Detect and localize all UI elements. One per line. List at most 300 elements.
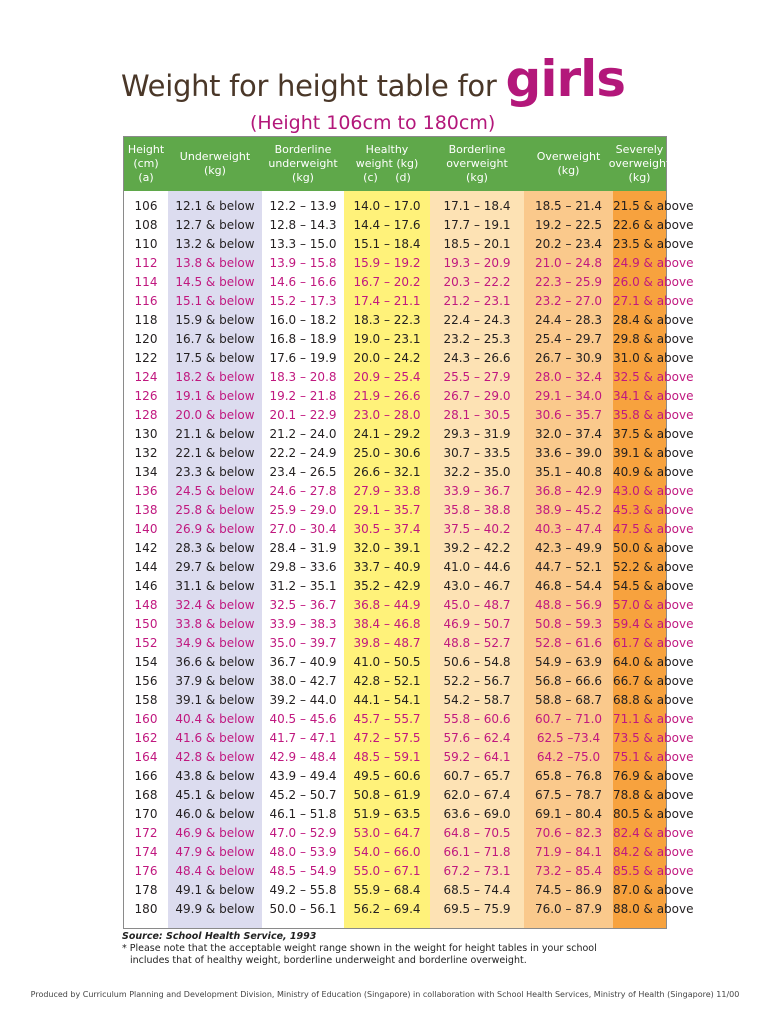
weight-range-cell: 31.0 & above <box>613 351 694 365</box>
weight-range-cell: 45.3 & above <box>613 503 694 517</box>
weight-range-cell: 23.2 – 27.0 <box>534 294 603 308</box>
weight-range-cell: 36.7 – 40.9 <box>269 655 337 669</box>
table-row <box>124 235 694 254</box>
height-cell: 180 <box>134 902 158 916</box>
weight-range-cell: 27.9 – 33.8 <box>353 484 421 498</box>
weight-range-cell: 37.9 & below <box>175 674 255 688</box>
weight-range-cell: 33.9 – 36.7 <box>443 484 511 498</box>
weight-range-cell: 15.9 – 19.2 <box>353 256 421 270</box>
weight-range-cell: 68.8 & above <box>613 693 694 707</box>
weight-range-cell: 63.6 – 69.0 <box>443 807 511 821</box>
weight-range-cell: 13.8 & below <box>175 256 255 270</box>
weight-range-cell: 57.6 – 62.4 <box>443 731 511 745</box>
height-cell: 158 <box>134 693 158 707</box>
weight-range-cell: 47.2 – 57.5 <box>353 731 421 745</box>
weight-range-cell: 68.5 – 74.4 <box>443 883 511 897</box>
weight-range-cell: 43.0 & above <box>613 484 694 498</box>
header-line: Borderline <box>448 143 506 156</box>
weight-range-cell: 20.3 – 22.2 <box>443 275 511 289</box>
table-row <box>124 463 694 482</box>
weight-range-cell: 48.5 – 54.9 <box>269 864 337 878</box>
weight-range-cell: 46.8 – 54.4 <box>534 579 603 593</box>
weight-range-cell: 29.3 – 31.9 <box>443 427 511 441</box>
weight-range-cell: 85.5 & above <box>613 864 694 878</box>
weight-range-cell: 47.0 – 52.9 <box>269 826 337 840</box>
weight-range-cell: 43.0 – 46.7 <box>443 579 511 593</box>
weight-range-cell: 49.1 & below <box>175 883 255 897</box>
table-row <box>124 653 694 672</box>
weight-range-cell: 30.6 – 35.7 <box>534 408 603 422</box>
weight-range-cell: 47.5 & above <box>613 522 694 536</box>
weight-range-cell: 26.7 – 29.0 <box>443 389 511 403</box>
height-cell: 118 <box>134 313 158 327</box>
height-cell: 126 <box>134 389 158 403</box>
height-cell: 162 <box>134 731 158 745</box>
weight-range-cell: 44.1 – 54.1 <box>353 693 421 707</box>
weight-range-cell: 13.2 & below <box>175 237 255 251</box>
weight-range-cell: 25.8 & below <box>175 503 255 517</box>
weight-range-cell: 19.1 & below <box>175 389 255 403</box>
weight-range-cell: 52.2 & above <box>613 560 694 574</box>
weight-range-cell: 42.8 & below <box>175 750 255 764</box>
weight-range-cell: 20.0 – 24.2 <box>353 351 421 365</box>
table-row <box>124 444 694 463</box>
weight-range-cell: 38.9 – 45.2 <box>534 503 603 517</box>
weight-range-cell: 41.0 – 44.6 <box>443 560 511 574</box>
weight-range-cell: 35.0 – 39.7 <box>269 636 337 650</box>
weight-range-cell: 17.6 – 19.9 <box>269 351 337 365</box>
weight-range-cell: 64.2 –75.0 <box>536 750 601 764</box>
height-cell: 160 <box>134 712 158 726</box>
weight-range-cell: 19.0 – 23.1 <box>353 332 421 346</box>
height-cell: 108 <box>134 218 158 232</box>
height-cell: 120 <box>134 332 158 346</box>
weight-range-cell: 34.9 & below <box>175 636 255 650</box>
weight-range-cell: 32.0 – 39.1 <box>353 541 421 555</box>
weight-range-cell: 37.5 & above <box>613 427 694 441</box>
weight-range-cell: 21.2 – 23.1 <box>443 294 511 308</box>
weight-range-cell: 15.1 – 18.4 <box>353 237 421 251</box>
weight-range-cell: 76.0 – 87.9 <box>534 902 603 916</box>
weight-range-cell: 42.3 – 49.9 <box>534 541 603 555</box>
weight-range-cell: 19.2 – 21.8 <box>269 389 337 403</box>
weight-range-cell: 78.8 & above <box>613 788 694 802</box>
footnote-line-2: includes that of healthy weight, borderline underweight and borderline overweight. <box>130 955 527 966</box>
weight-range-cell: 50.8 – 59.3 <box>534 617 603 631</box>
weight-range-cell: 52.2 – 56.7 <box>443 674 511 688</box>
weight-range-cell: 27.1 & above <box>613 294 694 308</box>
weight-range-cell: 45.2 – 50.7 <box>269 788 337 802</box>
weight-range-cell: 50.0 & above <box>613 541 694 555</box>
weight-range-cell: 35.1 – 40.8 <box>534 465 603 479</box>
weight-range-cell: 16.7 & below <box>175 332 255 346</box>
weight-range-cell: 53.0 – 64.7 <box>353 826 421 840</box>
weight-range-cell: 20.0 & below <box>175 408 255 422</box>
weight-range-cell: 23.5 & above <box>613 237 694 251</box>
header-line: (kg) <box>466 171 488 184</box>
weight-range-cell: 36.8 – 42.9 <box>534 484 603 498</box>
height-cell: 152 <box>134 636 158 650</box>
height-cell: 172 <box>134 826 158 840</box>
weight-range-cell: 12.1 & below <box>175 199 255 213</box>
height-cell: 110 <box>134 237 158 251</box>
weight-range-cell: 41.6 & below <box>175 731 255 745</box>
weight-range-cell: 42.8 – 52.1 <box>353 674 421 688</box>
weight-range-cell: 87.0 & above <box>613 883 694 897</box>
table-row <box>124 216 694 235</box>
weight-range-cell: 29.7 & below <box>175 560 255 574</box>
weight-range-cell: 23.4 – 26.5 <box>269 465 337 479</box>
weight-range-cell: 15.1 & below <box>175 294 255 308</box>
weight-range-cell: 23.0 – 28.0 <box>353 408 421 422</box>
weight-range-cell: 22.2 – 24.9 <box>269 446 337 460</box>
weight-range-cell: 60.7 – 71.0 <box>534 712 603 726</box>
weight-range-cell: 35.2 – 42.9 <box>353 579 421 593</box>
weight-range-cell: 52.8 – 61.6 <box>534 636 603 650</box>
height-cell: 164 <box>134 750 158 764</box>
weight-range-cell: 45.1 & below <box>175 788 255 802</box>
weight-range-cell: 18.5 – 20.1 <box>443 237 511 251</box>
table-row <box>124 634 694 653</box>
height-cell: 170 <box>134 807 158 821</box>
header-borderline-underweight <box>262 137 344 191</box>
height-cell: 168 <box>134 788 158 802</box>
weight-range-cell: 35.8 – 38.8 <box>443 503 511 517</box>
table-row <box>124 843 694 862</box>
height-cell: 176 <box>134 864 158 878</box>
table-row <box>124 254 694 273</box>
weight-range-cell: 39.1 & below <box>175 693 255 707</box>
weight-range-cell: 67.5 – 78.7 <box>534 788 603 802</box>
weight-range-cell: 26.9 & below <box>175 522 255 536</box>
weight-range-cell: 75.1 & above <box>613 750 694 764</box>
weight-range-cell: 84.2 & above <box>613 845 694 859</box>
weight-range-cell: 30.7 – 33.5 <box>443 446 511 460</box>
weight-range-cell: 28.3 & below <box>175 541 255 555</box>
weight-range-cell: 13.3 – 15.0 <box>269 237 337 251</box>
weight-range-cell: 54.5 & above <box>613 579 694 593</box>
weight-range-cell: 22.6 & above <box>613 218 694 232</box>
weight-range-cell: 29.8 & above <box>613 332 694 346</box>
weight-table <box>123 136 694 929</box>
weight-range-cell: 48.0 – 53.9 <box>269 845 337 859</box>
weight-range-cell: 33.6 – 39.0 <box>534 446 603 460</box>
weight-range-cell: 32.2 – 35.0 <box>443 465 511 479</box>
weight-range-cell: 48.5 – 59.1 <box>353 750 421 764</box>
header-line: (c) (d) <box>363 171 411 184</box>
weight-range-cell: 46.1 – 51.8 <box>269 807 337 821</box>
header-line: Underweight <box>179 150 251 163</box>
header-height <box>124 137 168 191</box>
header-line: Height <box>127 143 165 156</box>
weight-range-cell: 48.8 – 56.9 <box>534 598 603 612</box>
table-row <box>124 824 694 843</box>
weight-range-cell: 56.8 – 66.6 <box>534 674 603 688</box>
table-row <box>124 900 694 919</box>
weight-range-cell: 32.0 – 37.4 <box>534 427 603 441</box>
height-cell: 144 <box>134 560 158 574</box>
header-line: (kg) <box>204 164 226 177</box>
weight-range-cell: 25.4 – 29.7 <box>534 332 603 346</box>
header-line: (cm) <box>133 157 159 170</box>
table-row <box>124 520 694 539</box>
weight-range-cell: 54.0 – 66.0 <box>353 845 421 859</box>
header-overweight <box>524 137 613 191</box>
weight-range-cell: 43.9 – 49.4 <box>269 769 337 783</box>
height-cell: 148 <box>134 598 158 612</box>
title-prefix: Weight for height table for <box>121 69 497 103</box>
header-line: Severely <box>615 143 664 156</box>
weight-range-cell: 31.1 & below <box>175 579 255 593</box>
weight-range-cell: 29.8 – 33.6 <box>269 560 337 574</box>
weight-range-cell: 73.2 – 85.4 <box>534 864 603 878</box>
weight-range-cell: 69.1 – 80.4 <box>534 807 603 821</box>
weight-range-cell: 37.5 – 40.2 <box>443 522 511 536</box>
weight-range-cell: 23.2 – 25.3 <box>443 332 511 346</box>
weight-range-cell: 21.5 & above <box>613 199 694 213</box>
weight-range-cell: 32.5 & above <box>613 370 694 384</box>
weight-range-cell: 38.4 – 46.8 <box>353 617 421 631</box>
header-line: Borderline <box>274 143 332 156</box>
weight-range-cell: 19.2 – 22.5 <box>534 218 603 232</box>
weight-range-cell: 57.0 & above <box>613 598 694 612</box>
height-cell: 140 <box>134 522 158 536</box>
weight-range-cell: 48.8 – 52.7 <box>443 636 511 650</box>
weight-range-cell: 32.4 & below <box>175 598 255 612</box>
table-row <box>124 311 694 330</box>
table-row <box>124 710 694 729</box>
header-line: overweight <box>608 157 671 170</box>
weight-range-cell: 27.0 – 30.4 <box>269 522 337 536</box>
height-cell: 166 <box>134 769 158 783</box>
weight-range-cell: 58.8 – 68.7 <box>534 693 603 707</box>
weight-range-cell: 54.9 – 63.9 <box>534 655 603 669</box>
weight-range-cell: 16.7 – 20.2 <box>353 275 421 289</box>
height-cell: 122 <box>134 351 158 365</box>
weight-range-cell: 26.0 & above <box>613 275 694 289</box>
weight-range-cell: 18.3 – 20.8 <box>269 370 337 384</box>
weight-range-cell: 80.5 & above <box>613 807 694 821</box>
weight-range-cell: 40.3 – 47.4 <box>534 522 603 536</box>
weight-range-cell: 40.4 & below <box>175 712 255 726</box>
weight-range-cell: 39.2 – 42.2 <box>443 541 511 555</box>
weight-range-cell: 38.0 – 42.7 <box>269 674 337 688</box>
table-row <box>124 197 694 216</box>
weight-range-cell: 29.1 – 35.7 <box>353 503 421 517</box>
weight-range-cell: 62.0 – 67.4 <box>443 788 511 802</box>
weight-range-cell: 60.7 – 65.7 <box>443 769 511 783</box>
weight-range-cell: 34.1 & above <box>613 389 694 403</box>
weight-range-cell: 43.8 & below <box>175 769 255 783</box>
table-row <box>124 596 694 615</box>
table-row <box>124 406 694 425</box>
weight-range-cell: 36.8 – 44.9 <box>353 598 421 612</box>
weight-range-cell: 15.2 – 17.3 <box>269 294 337 308</box>
weight-range-cell: 54.2 – 58.7 <box>443 693 511 707</box>
height-cell: 132 <box>134 446 158 460</box>
weight-range-cell: 55.9 – 68.4 <box>353 883 421 897</box>
table-row <box>124 425 694 444</box>
weight-range-cell: 33.8 & below <box>175 617 255 631</box>
header-line: (kg) <box>292 171 314 184</box>
table-row <box>124 539 694 558</box>
height-cell: 130 <box>134 427 158 441</box>
weight-range-cell: 22.3 – 25.9 <box>534 275 603 289</box>
header-severely-overweight <box>608 137 671 191</box>
header-line: (a) <box>138 171 154 184</box>
weight-range-cell: 49.5 – 60.6 <box>353 769 421 783</box>
height-cell: 150 <box>134 617 158 631</box>
weight-range-cell: 16.0 – 18.2 <box>269 313 337 327</box>
weight-range-cell: 76.9 & above <box>613 769 694 783</box>
weight-range-cell: 17.4 – 21.1 <box>353 294 421 308</box>
weight-range-cell: 12.2 – 13.9 <box>269 199 337 213</box>
weight-range-cell: 39.1 & above <box>613 446 694 460</box>
weight-range-cell: 40.5 – 45.6 <box>269 712 337 726</box>
weight-range-cell: 70.6 – 82.3 <box>534 826 603 840</box>
height-cell: 174 <box>134 845 158 859</box>
weight-range-cell: 35.8 & above <box>613 408 694 422</box>
weight-range-cell: 25.5 – 27.9 <box>443 370 511 384</box>
weight-range-cell: 67.2 – 73.1 <box>443 864 511 878</box>
weight-range-cell: 20.2 – 23.4 <box>534 237 603 251</box>
weight-range-cell: 40.9 & above <box>613 465 694 479</box>
weight-range-cell: 36.6 & below <box>175 655 255 669</box>
weight-range-cell: 73.5 & above <box>613 731 694 745</box>
table-row <box>124 672 694 691</box>
table-row <box>124 729 694 748</box>
table-row <box>124 748 694 767</box>
height-cell: 116 <box>134 294 158 308</box>
height-cell: 146 <box>134 579 158 593</box>
weight-range-cell: 50.8 – 61.9 <box>353 788 421 802</box>
weight-range-cell: 39.2 – 44.0 <box>269 693 337 707</box>
header-line: Healthy <box>365 143 409 156</box>
weight-range-cell: 29.1 – 34.0 <box>534 389 603 403</box>
weight-range-cell: 51.9 – 63.5 <box>353 807 421 821</box>
weight-range-cell: 47.9 & below <box>175 845 255 859</box>
height-cell: 142 <box>134 541 158 555</box>
footnote <box>122 943 622 967</box>
weight-range-cell: 16.8 – 18.9 <box>269 332 337 346</box>
weight-range-cell: 62.5 –73.4 <box>536 731 601 745</box>
height-cell: 156 <box>134 674 158 688</box>
height-cell: 124 <box>134 370 158 384</box>
weight-range-cell: 24.6 – 27.8 <box>269 484 337 498</box>
weight-range-cell: 50.0 – 56.1 <box>269 902 337 916</box>
weight-range-cell: 14.6 – 16.6 <box>269 275 337 289</box>
header-line: underweight <box>268 157 338 170</box>
table-row <box>124 292 694 311</box>
height-cell: 154 <box>134 655 158 669</box>
weight-range-cell: 14.4 – 17.6 <box>353 218 421 232</box>
weight-range-cell: 21.2 – 24.0 <box>269 427 337 441</box>
table-row <box>124 786 694 805</box>
weight-range-cell: 21.0 – 24.8 <box>534 256 603 270</box>
weight-range-cell: 28.1 – 30.5 <box>443 408 511 422</box>
weight-range-cell: 13.9 – 15.8 <box>269 256 337 270</box>
table-row <box>124 368 694 387</box>
weight-range-cell: 18.3 – 22.3 <box>353 313 421 327</box>
subtitle: (Height 106cm to 180cm) <box>250 112 496 134</box>
page-title <box>121 50 625 108</box>
weight-range-cell: 15.9 & below <box>175 313 255 327</box>
weight-range-cell: 32.5 – 36.7 <box>269 598 337 612</box>
weight-range-cell: 88.0 & above <box>613 902 694 916</box>
weight-range-cell: 21.1 & below <box>175 427 255 441</box>
table-row <box>124 881 694 900</box>
weight-range-cell: 39.8 – 48.7 <box>353 636 421 650</box>
weight-range-cell: 55.0 – 67.1 <box>353 864 421 878</box>
page-footer: Produced by Curriculum Planning and Development Division, Ministry of Education (Singapore) in collaboration with School Health Services, Ministry of Health (Singapore) 11/00 <box>30 990 740 999</box>
table-row <box>124 330 694 349</box>
weight-range-cell: 14.0 – 17.0 <box>353 199 421 213</box>
weight-range-cell: 71.1 & above <box>613 712 694 726</box>
weight-range-cell: 41.0 – 50.5 <box>353 655 421 669</box>
header-line: (kg) <box>557 164 580 177</box>
table-row <box>124 273 694 292</box>
weight-range-cell: 12.7 & below <box>175 218 255 232</box>
weight-range-cell: 45.0 – 48.7 <box>443 598 511 612</box>
weight-range-cell: 23.3 & below <box>175 465 255 479</box>
header-line: Overweight <box>536 150 601 163</box>
weight-range-cell: 46.9 & below <box>175 826 255 840</box>
weight-range-cell: 59.2 – 64.1 <box>443 750 511 764</box>
weight-range-cell: 46.0 & below <box>175 807 255 821</box>
table-row <box>124 501 694 520</box>
weight-range-cell: 45.7 – 55.7 <box>353 712 421 726</box>
weight-range-cell: 12.8 – 14.3 <box>269 218 337 232</box>
weight-range-cell: 24.3 – 26.6 <box>443 351 511 365</box>
weight-range-cell: 24.9 & above <box>613 256 694 270</box>
height-cell: 134 <box>134 465 158 479</box>
table-header <box>124 137 671 191</box>
header-underweight <box>168 137 262 191</box>
weight-range-cell: 30.5 – 37.4 <box>353 522 421 536</box>
weight-range-cell: 26.6 – 32.1 <box>353 465 421 479</box>
weight-range-cell: 14.5 & below <box>175 275 255 289</box>
weight-range-cell: 17.1 – 18.4 <box>443 199 511 213</box>
weight-range-cell: 64.8 – 70.5 <box>443 826 511 840</box>
weight-range-cell: 48.4 & below <box>175 864 255 878</box>
weight-range-cell: 74.5 – 86.9 <box>534 883 603 897</box>
source-note: Source: School Health Service, 1993 <box>122 931 317 942</box>
height-cell: 138 <box>134 503 158 517</box>
weight-range-cell: 66.7 & above <box>613 674 694 688</box>
weight-range-cell: 28.4 & above <box>613 313 694 327</box>
weight-range-cell: 61.7 & above <box>613 636 694 650</box>
weight-range-cell: 24.1 – 29.2 <box>353 427 421 441</box>
weight-range-cell: 17.5 & below <box>175 351 255 365</box>
weight-range-cell: 17.7 – 19.1 <box>443 218 511 232</box>
weight-range-cell: 71.9 – 84.1 <box>534 845 603 859</box>
table-row <box>124 691 694 710</box>
weight-range-cell: 59.4 & above <box>613 617 694 631</box>
weight-range-cell: 19.3 – 20.9 <box>443 256 511 270</box>
weight-range-cell: 20.9 – 25.4 <box>353 370 421 384</box>
weight-range-cell: 25.9 – 29.0 <box>269 503 337 517</box>
weight-range-cell: 24.4 – 28.3 <box>534 313 603 327</box>
weight-range-cell: 22.1 & below <box>175 446 255 460</box>
weight-range-cell: 49.2 – 55.8 <box>269 883 337 897</box>
weight-range-cell: 42.9 – 48.4 <box>269 750 337 764</box>
weight-range-cell: 50.6 – 54.8 <box>443 655 511 669</box>
header-line: weight (kg) <box>355 157 419 170</box>
weight-range-cell: 56.2 – 69.4 <box>353 902 421 916</box>
height-cell: 106 <box>134 199 158 213</box>
weight-range-cell: 21.9 – 26.6 <box>353 389 421 403</box>
table-row <box>124 862 694 881</box>
